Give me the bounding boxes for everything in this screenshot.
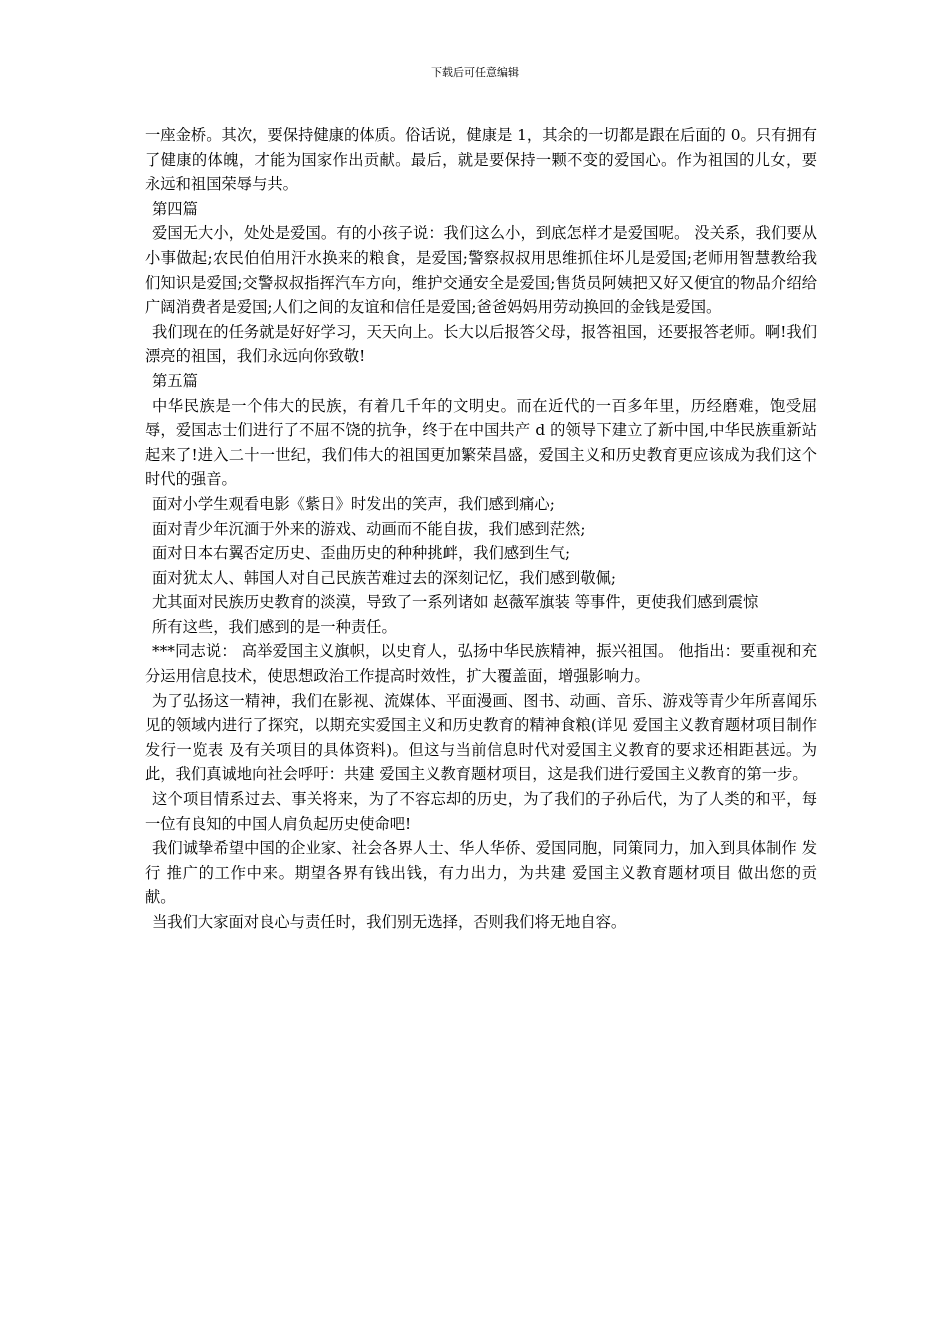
paragraph: 我们现在的任务就是好好学习，天天向上。长大以后报答父母，报答祖国，还要报答老师。啊!我们漂亮的祖国，我们永远向你致敬! xyxy=(145,322,817,366)
paragraph: 我们诚挚希望中国的企业家、社会各界人士、华人华侨、爱国同胞，同策同力，加入到具体制作 发行 推广的工作中来。期望各界有钱出钱，有力出力，为共建 爱国主义教育题材项目 做出您的贡献。 xyxy=(145,839,817,907)
paragraph: 面对青少年沉湎于外来的游戏、动画而不能自拔，我们感到茫然; xyxy=(152,519,586,538)
section-heading: 第五篇 xyxy=(152,371,198,390)
paragraph: 所有这些，我们感到的是一种责任。 xyxy=(152,617,397,636)
paragraph: 面对日本右翼否定历史、歪曲历史的种种挑衅，我们感到生气; xyxy=(152,544,571,563)
paragraph: 为了弘扬这一精神，我们在影视、流媒体、平面漫画、图书、动画、音乐、游戏等青少年所喜闻乐见的领域内进行了探究，以期充实爱国主义和历史教育的精神食粮(详见 爱国主义教育题材项目制作发行一览表 及有关项目的具体资料)。但这与当前信息时代对爱国主义教育的要求还相距甚远。为此，我们真诚地向社会呼吁：共建 爱国主义教育题材项目，这是我们进行爱国主义教育的第一步。 xyxy=(145,691,817,784)
paragraph: 爱国无大小，处处是爱国。有的小孩子说：我们这么小，到底怎样才是爱国呢。 没关系，我们要从小事做起;农民伯伯用汗水换来的粮食，是爱国;警察叔叔用思维抓住坏儿是爱国;老师用智慧教给我们知识是爱国;交警叔叔指挥汽车方向，维护交通安全是爱国;售货员阿姨把又好又便宜的物品介绍给广阔消费者是爱国;人们之间的友谊和信任是爱国;爸爸妈妈用劳动换回的金钱是爱国。 xyxy=(145,224,817,317)
paragraph: 面对小学生观看电影《紫日》时发出的笑声，我们感到痛心; xyxy=(152,494,555,513)
page-header: 下载后可任意编辑 xyxy=(431,66,519,79)
paragraph: 这个项目情系过去、事关将来，为了不容忘却的历史，为了我们的子孙后代，为了人类的和平，每一位有良知的中国人肩负起历史使命吧! xyxy=(145,790,817,833)
section-heading: 第四篇 xyxy=(152,199,198,218)
paragraph: 一座金桥。其次，要保持健康的体质。俗话说，健康是 1，其余的一切都是跟在后面的 0。只有拥有了健康的体魄，才能为国家作出贡献。最后，就是要保持一颗不变的爱国心。作为祖国的儿女，要永远和祖国荣辱与共。 xyxy=(145,126,817,194)
paragraph: 中华民族是一个伟大的民族，有着几千年的文明史。而在近代的一百多年里，历经磨难，饱受屈辱，爱国志士们进行了不屈不饶的抗争，终于在中国共产 d 的领导下建立了新中国,中华民族重新站起来了!进入二十一世纪，我们伟大的祖国更加繁荣昌盛，爱国主义和历史教育更应该成为我们这个时代的强音。 xyxy=(145,396,817,489)
document-body xyxy=(145,123,817,935)
paragraph: 面对犹太人、韩国人对自己民族苦难过去的深刻记忆，我们感到敬佩; xyxy=(152,568,617,587)
paragraph: 尤其面对民族历史教育的淡漠，导致了一系列诸如 赵薇军旗装 等事件，更使我们感到震惊 xyxy=(152,593,759,612)
paragraph: 当我们大家面对良心与责任时，我们别无选择，否则我们将无地自容。 xyxy=(152,913,627,931)
paragraph: ***同志说： 高举爱国主义旗帜，以史育人，弘扬中华民族精神，振兴祖国。 他指出：要重视和充分运用信息技术，使思想政治工作提高时效性，扩大覆盖面，增强影响力。 xyxy=(145,642,817,686)
